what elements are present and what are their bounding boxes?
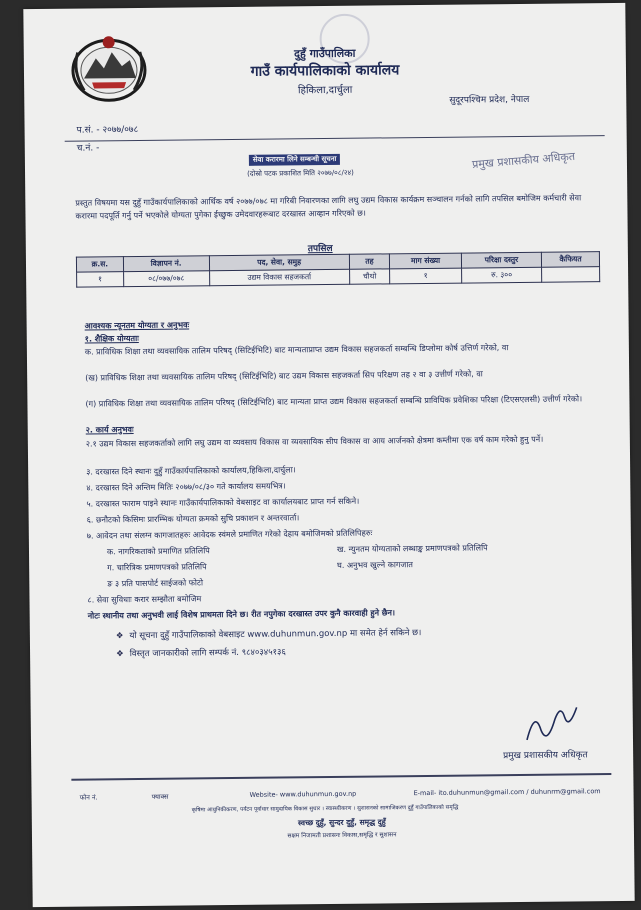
office-location: हिकिला,दार्चुला	[297, 84, 353, 97]
experience-1: २.१ उद्यम विकास सहजकर्ताको लागि लघु उद्यम वा व्यवसाय विकास वा व्यवसायिक सीप विकास वा आय आर्जनको क्षेत्रमा कम्तीमा एक वर्ष काम गरेको हुनु पर्ने।	[85, 434, 544, 449]
deadline: ४. दरखास्त दिने अन्तिम मितिः २०७७/०८/३० गते कार्यालय समयभित्र।	[86, 481, 286, 493]
qualification-heading: आवश्यक न्यूनतम योग्यता र अनुभवः	[84, 320, 190, 331]
notice-title: सेवा करारमा लिने सम्बन्धी सूचना	[249, 154, 341, 166]
footer-phone: फोन नं.	[79, 793, 98, 802]
vacancy-table	[76, 251, 600, 287]
stamp-signature-text: प्रमुख प्रशासकीय अधिकृत	[471, 149, 576, 172]
cell-ad-no: ०८/०७७/०७८	[123, 271, 209, 287]
notice-document	[23, 3, 634, 907]
form-availability: ५. दरखास्त फाराम पाइने स्थानः गाउँकार्यपालिकाको वेबसाइट वा कार्यालयबाट प्राप्त गर्न सकिने।	[86, 496, 360, 509]
col-ad-no: विज्ञापन नं.	[123, 256, 209, 272]
col-sn: क्र.स.	[76, 257, 123, 272]
diamond-bullet-icon: ❖	[116, 649, 124, 660]
footer-motto: सक्षम निजामती प्रशासनः विकास,समृद्धि र सुशासन	[287, 831, 397, 840]
signature-icon	[521, 699, 581, 748]
footer-divider	[71, 773, 611, 781]
education-c: (ग) प्राविधिक शिक्षा तथा व्यवसायिक तालिम परिषद् (सिटिईभिटि) बाट मान्यता प्राप्त उद्यम विकास सहजकर्ता सम्बन्धि प्राविधिक प्रवेशिका परिक्षा (टिएसएलसी) उत्तीर्ण गरेको।	[85, 394, 583, 409]
dispatch-number: च.नं. -	[76, 143, 100, 154]
footer	[71, 773, 611, 840]
bullet-contact: ❖ विस्तृत जानकारीको लागि सम्पर्क नं. ९८४०३४५१३६	[116, 647, 286, 660]
education-heading: १. शैक्षिक योग्यताः	[84, 333, 139, 344]
cell-level: चौथो	[349, 269, 390, 284]
cell-sn: १	[77, 272, 124, 287]
office-name: गाउँ कार्यपालिकाको कार्यालय	[250, 62, 400, 80]
col-demand: माग संख्या	[390, 253, 462, 269]
diamond-bullet-icon: ❖	[115, 631, 124, 642]
col-remarks: कैफियत	[542, 252, 600, 268]
application-place: ३. दरखास्त दिने स्थानः दुहुँ गाउँकार्यपालिकाको कार्यालय,हिकिला,दार्चुला।	[86, 465, 296, 477]
documents-row-1	[107, 541, 627, 558]
footer-fax: फ्याक्स	[151, 792, 169, 801]
footer-slogan: स्वच्छ दुहुँ, सुन्दर दुहुँ, समृद्ध दुहुँ	[297, 817, 386, 828]
intro-paragraph: प्रस्तुत विषयमा यस दुहुँ गाउँकार्यपालिकाको आर्थिक वर्ष २०७७/०७८ मा गरिबी निवारणका लागि लघु उद्यम विकास कार्यक्रम सञ्चालन गर्नको लागि तपसिल बमोजिम कर्मचारी सेवा करारमा पदपूर्ति गर्नु पर्ने भएकोले योग्यता पुगेका ईच्छुक उमेदवारहरूबाट दरखास्त आव्हान गरिएको छ।	[75, 193, 582, 221]
doc-character: ग. चारित्रिक प्रमाणपत्रको प्रतिलिपि	[107, 562, 207, 573]
cell-fee: रु. ३००	[461, 267, 541, 283]
doc-experience: घ. अनुभव खुल्ने कागजात	[337, 560, 413, 570]
documents-heading: ७. आवेदन तथा संलग्न कागजातहरुः आवेदक स्वंमले प्रमाणित गरेको देहाय बमोजिमको प्रतिलिपिहरुः	[86, 528, 373, 541]
doc-photo: ङ ३ प्रति पासपोर्ट साईजको फोटो	[107, 578, 204, 589]
cell-demand: १	[390, 268, 462, 284]
bullet-website: ❖ यो सूचना दुहुँ गाउँपालिकाको वेबसाइट www.duhunmun.gov.np मा समेत हेर्न सकिने छ।	[115, 628, 422, 642]
education-b: (ख) प्राविधिक शिक्षा तथा व्यवसायिक तालिम परिषद् (सिटिईभिटि) बाट उद्यम विकास सहजकर्ता सिप परिक्षण तह २ वा ३ उत्तीर्ण गरेको, वा	[85, 369, 483, 383]
note: नोटः स्थानीय तथा अनुभवी लाई विशेष प्राथमता दिने छ। रीत नपुगेका दरखास्त उपर कुनै कारवाही हुने छैन।	[87, 608, 396, 621]
header-divider	[65, 135, 605, 142]
selection-method: ६. छनौटको किसिमः प्रारम्भिक योग्यता क्रमको सुचि प्रकाशन र अन्तरवार्ता।	[86, 513, 300, 525]
cell-remarks	[542, 267, 600, 283]
province: सुदूरपश्चिम प्रदेश, नेपाल	[449, 94, 530, 106]
reference-number: प.सं. - २०७७/०७८	[76, 124, 139, 136]
notice-subtitle: (दोस्रो पटक प्रकाशित मिति २०७७/०८/२४)	[247, 168, 354, 178]
col-post: पद, सेवा, समुह	[209, 254, 349, 270]
education-a: क. प्राविधिक शिक्षा तथा व्यवसायिक तालिम परिषद् (सिटिईभिटि) बाट मान्यताप्राप्त उद्यम विकास सहजकर्ता सम्बन्धि डिप्लोमा कोर्ष उत्तिर्ण गरेको, वा	[84, 343, 509, 357]
cell-post: उद्यम विकास सहजकर्ता	[209, 269, 349, 285]
footer-email: E-mail- ito.duhunmun@gmail.com / duhunrm@gmail.com	[413, 787, 601, 798]
doc-marksheet: ख. न्युनतम योग्यताको लब्धाङ्क प्रमाणपत्रको प्रतिलिपि	[336, 543, 488, 554]
footer-website: Website- www.duhunmun.gov.np	[249, 789, 357, 799]
col-level: तह	[349, 254, 390, 269]
doc-citizenship: क. नागरिकताको प्रमाणित प्रतिलिपि	[106, 546, 210, 557]
documents-row-2	[107, 557, 627, 574]
col-fee: परिक्षा दस्तुर	[461, 252, 541, 268]
table-title: तपसिल	[307, 243, 333, 255]
footer-line2: कृषिमा आधुनिकीकरण, पर्यटन पूर्वाधार सामुदायिक विकास सुधार । स्वास्थ्यीकरण । सुशासनको सामाजिकरण दुहुँ गाउँपालिकाको समृद्धि	[191, 804, 459, 814]
municipality-name: दुहुँ गाउँपालिका	[294, 46, 356, 61]
signatory-title: प्रमुख प्रशासकीय अधिकृत	[503, 750, 588, 762]
service-facility: ८. सेवा सुविधाः करार सम्झौता बमोजिम	[87, 594, 202, 605]
experience-heading: २. कार्य अनुभवः	[85, 425, 134, 435]
